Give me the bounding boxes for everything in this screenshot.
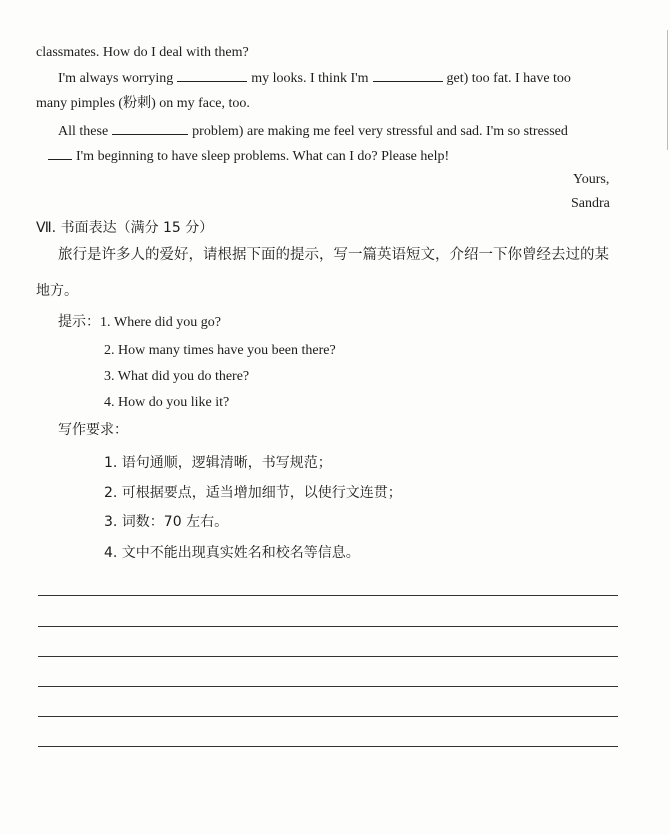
- letter-line-3: many pimples (粉刺) on my face, too.: [36, 96, 250, 111]
- answer-blank[interactable]: [48, 147, 72, 160]
- writing-line[interactable]: [38, 746, 618, 747]
- requirement-item: 3. 词数：70 左右。: [104, 514, 229, 530]
- hint-item: 4. How do you like it?: [104, 395, 230, 410]
- requirement-item: 4. 文中不能出现真实姓名和校名等信息。: [104, 545, 360, 561]
- hint-item: 3. What did you do there?: [104, 369, 250, 384]
- writing-line[interactable]: [38, 656, 618, 657]
- letter-line-4: [58, 122, 568, 141]
- letter-signature: Sandra: [571, 196, 610, 211]
- writing-line[interactable]: [38, 686, 618, 687]
- requirement-item: 1. 语句通顺，逻辑清晰，书写规范；: [104, 455, 332, 471]
- letter-line-2: [58, 69, 571, 88]
- hint-item: 2. How many times have you been there?: [104, 343, 336, 358]
- task-intro-line-2: 地方。: [36, 283, 78, 299]
- requirement-item: 2. 可根据要点，适当增加细节，以使行文连贯；: [104, 485, 402, 501]
- letter-line-5: [48, 147, 449, 166]
- letter-line-1: classmates. How do I deal with them?: [36, 45, 249, 60]
- letter-line-2-part-b: my looks. I think I'm: [251, 71, 369, 86]
- writing-line[interactable]: [38, 626, 618, 627]
- answer-blank[interactable]: [373, 69, 443, 82]
- writing-line[interactable]: [38, 595, 618, 596]
- answer-blank[interactable]: [112, 122, 188, 135]
- letter-line-5-text: I'm beginning to have sleep problems. What can I do? Please help!: [76, 149, 450, 164]
- hints-row-1: [58, 313, 221, 332]
- answer-blank[interactable]: [177, 69, 247, 82]
- letter-line-2-part-c: get) too fat. I have too: [446, 71, 571, 86]
- letter-line-2-part-a: I'm always worrying: [58, 71, 174, 86]
- letter-line-4-part-b: problem) are making me feel very stressful and sad. I'm so stressed: [192, 124, 568, 139]
- letter-line-4-part-a: All these: [58, 124, 109, 139]
- hints-label: 提示：: [58, 314, 100, 330]
- requirements-label: 写作要求：: [58, 422, 128, 438]
- task-intro-line-1: 旅行是许多人的爱好，请根据下面的提示，写一篇英语短文，介绍一下你曾经去过的某: [58, 247, 609, 263]
- page-edge-mark: [667, 30, 668, 150]
- hint-item: 1. Where did you go?: [100, 315, 221, 330]
- writing-line[interactable]: [38, 716, 618, 717]
- section-heading: Ⅶ. 书面表达（满分 15 分）: [36, 220, 214, 236]
- letter-closing: Yours,: [573, 172, 610, 187]
